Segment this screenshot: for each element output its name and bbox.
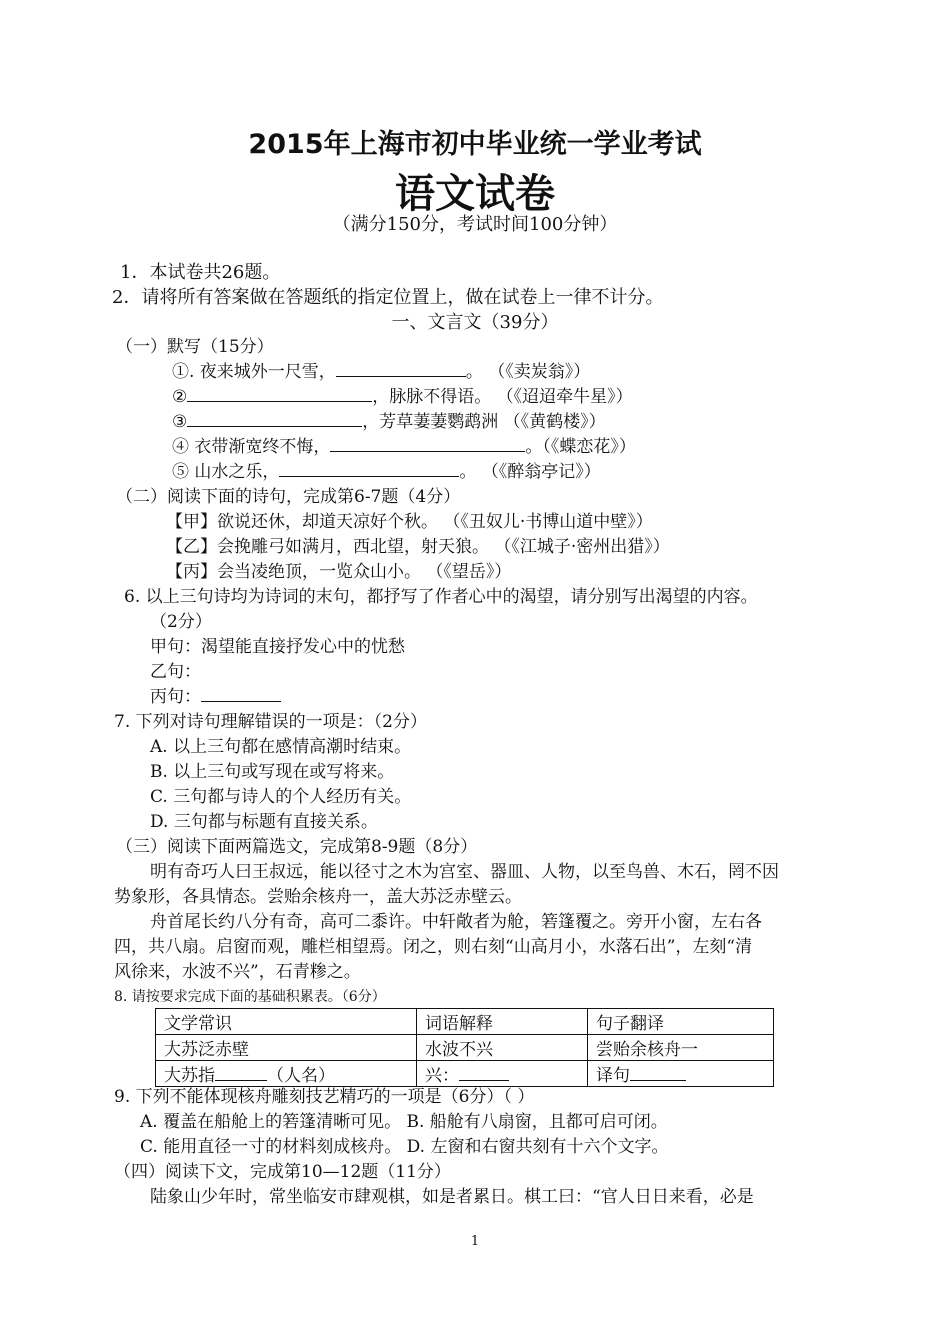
item-1-pre: ①. 夜来城外一尺雪， [172,362,336,382]
dictation-item-2 [172,386,633,408]
table-cell [156,1061,417,1087]
q9-options-ab: A. 覆盖在船舱上的箬篷清晰可见。 B. 船舱有八扇窗，且都可启可闭。 [140,1112,668,1132]
table-header-cell: 文学常识 [156,1009,417,1035]
answer-blank-3[interactable] [187,411,362,427]
answer-bing-label: 丙句： [150,687,201,707]
table-row [156,1061,774,1087]
passage1-line-1: 明有奇巧人曰王叔远，能以径寸之木为宫室、器皿、人物，以至鸟兽、木石，罔不因 [150,862,779,882]
part4-title: （四）阅读下文，完成第10—12题（11分） [114,1162,451,1182]
answer-blank-4[interactable] [330,436,525,452]
answer-blank-bing[interactable] [201,686,281,702]
question-9: 9. 下列不能体现核舟雕刻技艺精巧的一项是（6分）（ ） [114,1087,535,1107]
answer-yi: 乙句： [150,662,201,682]
part1-title: （一）默写（15分） [116,337,274,357]
answer-blank-word[interactable] [459,1065,509,1081]
item-2-post: ，脉脉不得语。 （《迢迢牵牛星》） [372,387,633,407]
item-4-post: 。（《蝶恋花》） [525,437,636,457]
cell-pre: 大苏指 [164,1066,215,1086]
table-header-cell: 词语解释 [417,1009,588,1035]
instruction-1: 1．本试卷共26题。 [120,262,281,283]
q9-options-cd: C. 能用直径一寸的材料刻成核舟。 D. 左窗和右窗共刻有十六个文字。 [140,1137,669,1157]
dictation-item-4 [172,436,636,458]
table-header-row [156,1009,774,1035]
question-6: 6. 以上三句诗均为诗词的末句，都抒写了作者心中的渴望，请分别写出渴望的内容。 [124,587,758,607]
cell-label: 译句 [596,1066,630,1086]
answer-blank-1[interactable] [336,361,466,377]
answer-blank-5[interactable] [279,461,459,477]
passage1-line-2: 势象形，各具情态。尝贻余核舟一，盖大苏泛赤壁云。 [114,887,522,907]
passage4-line-1: 陆象山少年时，常坐临安市肆观棋，如是者累日。棋工曰：“官人日日来看，必是 [150,1187,754,1207]
dictation-item-5 [172,461,601,483]
passage2-line-3: 风徐来，水波不兴”，石青糁之。 [114,962,361,982]
exam-title: 2015年上海市初中毕业统一学业考试 [248,129,702,160]
answer-blank-person[interactable] [215,1065,267,1081]
exam-note: （满分150分，考试时间100分钟） [332,214,618,235]
page-number: 1 [470,1234,480,1249]
item-3-post: ，芳草萋萋鹦鹉洲 （《黄鹤楼》） [362,412,606,432]
q7-option-c: C. 三句都与诗人的个人经历有关。 [150,787,412,807]
q7-option-b: B. 以上三句或写现在或写将来。 [150,762,395,782]
item-4-pre: ④ 衣带渐宽终不悔， [172,437,331,457]
item-5-pre: ⑤ 山水之乐， [172,462,280,482]
table-cell [417,1061,588,1087]
part2-title: （二）阅读下面的诗句，完成第6-7题（4分） [116,487,461,507]
q7-option-a: A. 以上三句都在感情高潮时结束。 [150,737,412,757]
cell-label: 兴： [425,1066,459,1086]
part3-title: （三）阅读下面两篇选文，完成第8-9题（8分） [116,837,478,857]
section1-title: 一、文言文（39分） [391,312,559,333]
instruction-2: 2．请将所有答案做在答题纸的指定位置上，做在试卷上一律不计分。 [112,287,664,308]
item-3-pre: ③ [172,412,188,432]
passage2-line-2: 四，共八扇。启窗而观，雕栏相望焉。闭之，则右刻“山高月小，水落石出”，左刻“清 [114,937,753,957]
poem-bing: 【丙】会当凌绝顶，一览众山小。 （《望岳》） [166,562,512,582]
answer-bing-line [150,686,281,708]
table-header-cell: 句子翻译 [588,1009,774,1035]
table-cell [588,1061,774,1087]
table-cell: 大苏泛赤壁 [156,1035,417,1061]
answer-jia: 甲句：渴望能直接抒发心中的忧愁 [150,637,405,657]
question-6-score: （2分） [150,612,212,632]
table-row [156,1035,774,1061]
q7-option-d: D. 三句都与标题有直接关系。 [150,812,378,832]
question-7: 7. 下列对诗句理解错误的一项是：（2分） [114,712,427,732]
item-5-post: 。 （《醉翁亭记》） [459,462,601,482]
item-2-pre: ② [172,387,188,407]
question-8: 8. 请按要求完成下面的基础积累表。（6分） [114,989,386,1005]
cell-post: （人名） [267,1066,335,1086]
answer-blank-translation[interactable] [630,1065,686,1081]
item-1-post: 。 （《卖炭翁》） [465,362,591,382]
poem-yi: 【乙】会挽雕弓如满月，西北望，射天狼。 （《江城子·密州出猎》） [166,537,670,557]
answer-blank-2[interactable] [187,386,372,402]
exam-subtitle: 语文试卷 [395,171,555,217]
dictation-item-1 [172,361,590,383]
table-cell: 尝贻余核舟一 [588,1035,774,1061]
passage2-line-1: 舟首尾长约八分有奇，高可二黍许。中轩敞者为舱，箬篷覆之。旁开小窗，左右各 [150,912,762,932]
accumulation-table [155,1008,774,1087]
poem-jia: 【甲】欲说还休，却道天凉好个秋。 （《丑奴儿·书博山道中壁》） [166,512,653,532]
table-cell: 水波不兴 [417,1035,588,1061]
dictation-item-3 [172,411,606,433]
